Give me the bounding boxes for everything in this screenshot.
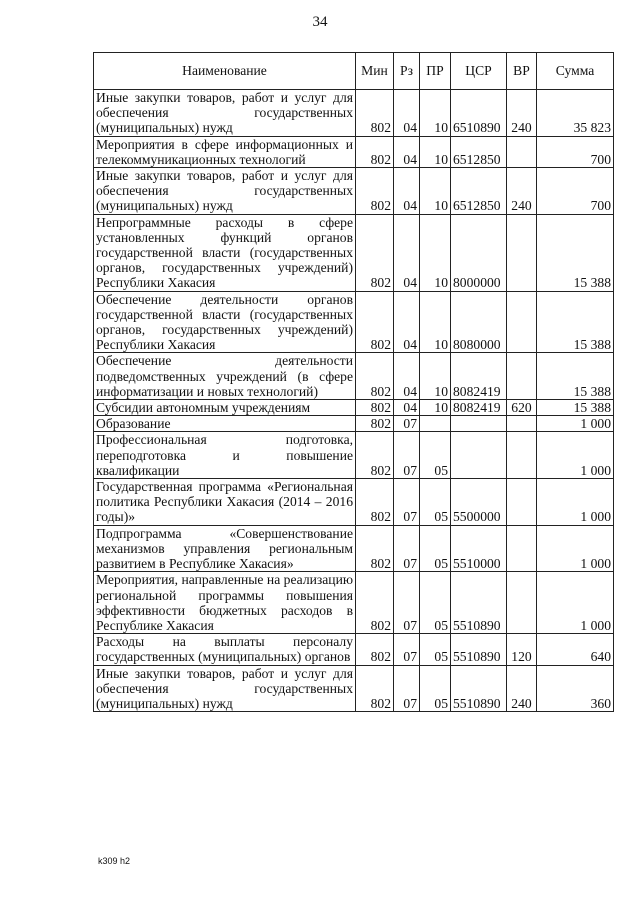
row-vr [507, 416, 537, 432]
header-name: Наименование [94, 53, 356, 90]
row-min: 802 [356, 572, 394, 634]
table-row [94, 291, 614, 353]
row-sum: 35 823 [537, 90, 614, 137]
row-pr: 10 [420, 136, 451, 167]
row-name: Непрограммные расходы в сфере установленных функций органов государственной власти (государственных органов, государственных учреждений) Республики Хакасия [94, 214, 356, 291]
row-name: Профессиональная подготовка, переподготовка и повышение квалификации [94, 432, 356, 479]
row-vr [507, 136, 537, 167]
row-name: Подпрограмма «Совершенствование механизмов управления региональным развитием в Республике Хакасия» [94, 525, 356, 572]
row-pr: 05 [420, 432, 451, 479]
row-sum: 700 [537, 136, 614, 167]
row-sum: 700 [537, 168, 614, 215]
table-row [94, 634, 614, 665]
row-vr: 240 [507, 665, 537, 712]
row-name: Мероприятия в сфере информационных и телекоммуникационных технологий [94, 136, 356, 167]
row-csr: 6512850 [451, 168, 507, 215]
row-pr: 05 [420, 572, 451, 634]
row-csr [451, 432, 507, 479]
row-csr: 5510000 [451, 525, 507, 572]
row-csr [451, 416, 507, 432]
row-csr: 8082419 [451, 353, 507, 400]
row-sum: 15 388 [537, 214, 614, 291]
table-row [94, 525, 614, 572]
row-pr: 10 [420, 168, 451, 215]
row-min: 802 [356, 665, 394, 712]
row-pr: 05 [420, 525, 451, 572]
row-csr: 5510890 [451, 634, 507, 665]
page-number: 34 [312, 14, 328, 30]
row-csr: 6510890 [451, 90, 507, 137]
row-pr: 10 [420, 214, 451, 291]
row-rz: 07 [394, 479, 420, 526]
row-vr [507, 432, 537, 479]
row-sum: 1 000 [537, 432, 614, 479]
table-row [94, 665, 614, 712]
row-vr [507, 291, 537, 353]
row-rz: 04 [394, 353, 420, 400]
row-rz: 07 [394, 416, 420, 432]
row-name: Мероприятия, направленные на реализацию региональной программы повышения эффективности бюджетных расходов в Республике Хакасия [94, 572, 356, 634]
row-pr: 10 [420, 90, 451, 137]
row-rz: 04 [394, 168, 420, 215]
row-name: Государственная программа «Региональная политика Республики Хакасия (2014 – 2016 годы)» [94, 479, 356, 526]
row-min: 802 [356, 291, 394, 353]
row-csr: 5510890 [451, 572, 507, 634]
row-pr: 10 [420, 400, 451, 416]
row-rz: 07 [394, 665, 420, 712]
row-rz: 04 [394, 291, 420, 353]
row-vr: 240 [507, 90, 537, 137]
header-pr: ПР [420, 53, 451, 90]
row-min: 802 [356, 525, 394, 572]
row-rz: 07 [394, 525, 420, 572]
row-sum: 1 000 [537, 572, 614, 634]
row-name: Субсидии автономным учреждениям [94, 400, 356, 416]
row-csr: 8080000 [451, 291, 507, 353]
table-row [94, 416, 614, 432]
row-sum: 1 000 [537, 479, 614, 526]
table-row [94, 572, 614, 634]
row-sum: 15 388 [537, 353, 614, 400]
header-rz: Рз [394, 53, 420, 90]
row-csr: 5500000 [451, 479, 507, 526]
footer-document-code: k309 h2 [98, 856, 131, 866]
header-sum: Сумма [537, 53, 614, 90]
row-rz: 04 [394, 214, 420, 291]
row-min: 802 [356, 168, 394, 215]
row-min: 802 [356, 353, 394, 400]
row-vr [507, 479, 537, 526]
row-min: 802 [356, 90, 394, 137]
row-name: Иные закупки товаров, работ и услуг для обеспечения государственных (муниципальных) нужд [94, 168, 356, 215]
row-name: Иные закупки товаров, работ и услуг для обеспечения государственных (муниципальных) нужд [94, 90, 356, 137]
row-rz: 07 [394, 432, 420, 479]
header-csr: ЦСР [451, 53, 507, 90]
row-csr: 8082419 [451, 400, 507, 416]
row-pr [420, 416, 451, 432]
row-vr: 240 [507, 168, 537, 215]
row-min: 802 [356, 432, 394, 479]
row-vr [507, 214, 537, 291]
row-pr: 05 [420, 634, 451, 665]
header-min: Мин [356, 53, 394, 90]
row-vr: 620 [507, 400, 537, 416]
row-name: Обеспечение деятельности органов государственной власти (государственных органов, государственных учреждений) Республики Хакасия [94, 291, 356, 353]
row-sum: 15 388 [537, 291, 614, 353]
table-row [94, 479, 614, 526]
row-csr: 6512850 [451, 136, 507, 167]
row-vr: 120 [507, 634, 537, 665]
row-rz: 07 [394, 634, 420, 665]
row-vr [507, 572, 537, 634]
row-sum: 15 388 [537, 400, 614, 416]
table-row [94, 90, 614, 137]
table-row [94, 432, 614, 479]
row-min: 802 [356, 214, 394, 291]
row-min: 802 [356, 634, 394, 665]
table-row [94, 168, 614, 215]
row-name: Обеспечение деятельности подведомственных учреждений (в сфере информатизации и новых технологий) [94, 353, 356, 400]
header-row [94, 53, 614, 90]
row-sum: 1 000 [537, 525, 614, 572]
row-pr: 10 [420, 291, 451, 353]
row-pr: 10 [420, 353, 451, 400]
row-min: 802 [356, 416, 394, 432]
row-sum: 640 [537, 634, 614, 665]
row-csr: 8000000 [451, 214, 507, 291]
row-rz: 04 [394, 400, 420, 416]
row-vr [507, 353, 537, 400]
row-vr [507, 525, 537, 572]
row-min: 802 [356, 400, 394, 416]
table-row [94, 214, 614, 291]
row-pr: 05 [420, 479, 451, 526]
row-min: 802 [356, 136, 394, 167]
row-sum: 360 [537, 665, 614, 712]
row-name: Расходы на выплаты персоналу государственных (муниципальных) органов [94, 634, 356, 665]
row-name: Образование [94, 416, 356, 432]
row-rz: 07 [394, 572, 420, 634]
row-min: 802 [356, 479, 394, 526]
row-name: Иные закупки товаров, работ и услуг для обеспечения государственных (муниципальных) нужд [94, 665, 356, 712]
table-row [94, 353, 614, 400]
row-pr: 05 [420, 665, 451, 712]
row-sum: 1 000 [537, 416, 614, 432]
header-vr: ВР [507, 53, 537, 90]
budget-table [93, 52, 614, 712]
table-row [94, 400, 614, 416]
row-csr: 5510890 [451, 665, 507, 712]
table-row [94, 136, 614, 167]
row-rz: 04 [394, 136, 420, 167]
row-rz: 04 [394, 90, 420, 137]
